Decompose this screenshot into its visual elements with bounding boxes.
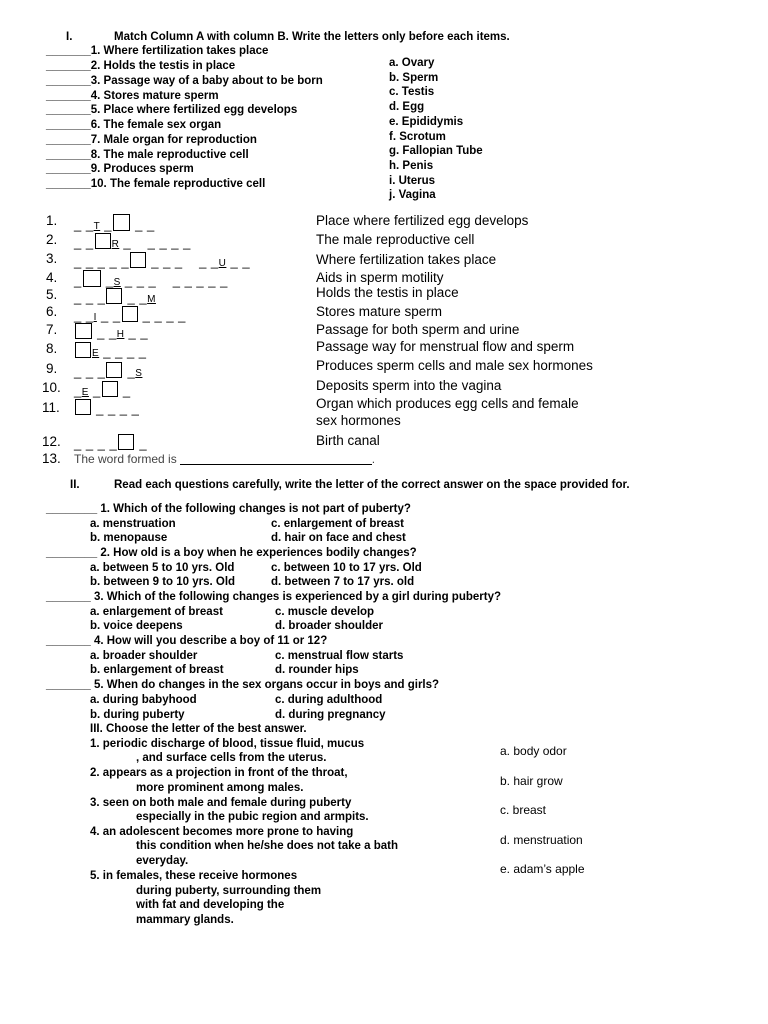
part3-item-2-cont: more prominent among males. (136, 782, 304, 794)
part2-question-5: _______ 5. When do changes in the sex organs occur in boys and girls? (46, 679, 440, 691)
column-b-item-b: b. Sperm (389, 72, 439, 84)
crossword-row-2: _ _ R _ _ _ _ _ (74, 235, 191, 250)
column-a-item-7: _______7. Male organ for reproduction (46, 134, 257, 146)
column-a-item-9: _______9. Produces sperm (46, 163, 194, 175)
answer-box[interactable] (95, 233, 111, 249)
column-b-item-a: a. Ovary (389, 57, 435, 69)
word-formed-row: The word formed is . (74, 452, 376, 466)
answer-box[interactable] (75, 399, 91, 415)
crossword-clue-12: Birth canal (316, 433, 380, 448)
q2-option-b[interactable]: b. between 9 to 10 yrs. Old (90, 576, 236, 588)
column-b-item-f: f. Scrotum (389, 131, 446, 143)
q5-option-b[interactable]: b. during puberty (90, 709, 185, 721)
q3-option-d[interactable]: d. broader shoulder (275, 620, 383, 632)
column-b-item-c: c. Testis (389, 86, 435, 98)
crossword-clue-5: Holds the testis in place (316, 285, 459, 300)
word-formed-label: The word formed is (74, 452, 177, 466)
q4-option-a[interactable]: a. broader shoulder (90, 650, 198, 662)
part3-item-1: 1. periodic discharge of blood, tissue fluid, mucus (90, 738, 365, 750)
crossword-clue-4: Aids in sperm motility (316, 270, 444, 285)
crossword-clue-11: Organ which produces egg cells and female (316, 396, 579, 411)
part3-item-4-cont: this condition when he/she does not take a bath (136, 840, 398, 852)
column-b-item-d: d. Egg (389, 101, 425, 113)
crossword-letter: R (111, 239, 120, 250)
crossword-row-1: _ _T _ _ _ (74, 214, 155, 232)
crossword-letter: T (93, 221, 101, 232)
q2-option-a[interactable]: a. between 5 to 10 yrs. Old (90, 562, 235, 574)
crossword-row-11: _ _ _ _ (74, 399, 139, 416)
q4-option-b[interactable]: b. enlargement of breast (90, 664, 224, 676)
part3-item-4: 4. an adolescent becomes more prone to having (90, 826, 354, 838)
crossword-row-3: _ _ _ _ _ _ _ _ _ _U _ _ (74, 254, 251, 269)
column-a-item-6: _______6. The female sex organ (46, 119, 222, 131)
part2-question-1: ________ 1. Which of the following changes is not part of puberty? (46, 503, 411, 515)
answer-box[interactable] (130, 252, 146, 268)
crossword-letter: E (92, 348, 100, 359)
crossword-letter: S (113, 277, 121, 288)
crossword-clue-11-cont: sex hormones (316, 413, 401, 428)
column-b-item-i: i. Uterus (389, 175, 436, 187)
column-b-item-j: j. Vagina (389, 189, 436, 201)
column-a-item-8: _______8. The male reproductive cell (46, 149, 249, 161)
crossword-letter: E (81, 387, 89, 398)
crossword-number-11: 11. (42, 400, 60, 415)
crossword-letter: H (116, 329, 125, 340)
q4-option-c[interactable]: c. menstrual flow starts (275, 650, 404, 662)
part3-item-4-cont2: everyday. (136, 855, 189, 867)
crossword-letter: U (218, 258, 227, 269)
crossword-number-7: 7. (46, 322, 58, 337)
crossword-number-9: 9. (46, 361, 58, 376)
crossword-row-12: _ _ _ _ _ (74, 436, 148, 451)
q1-option-a[interactable]: a. menstruation (90, 518, 176, 530)
part3-item-5-cont2: with fat and developing the (136, 899, 285, 911)
crossword-clue-7: Passage for both sperm and urine (316, 322, 520, 337)
q3-option-a[interactable]: a. enlargement of breast (90, 606, 223, 618)
crossword-number-3: 3. (46, 251, 58, 266)
crossword-clue-1: Place where fertilized egg develops (316, 213, 529, 228)
crossword-clue-10: Deposits sperm into the vagina (316, 378, 502, 393)
part3-choice-b: b. hair grow (500, 774, 563, 788)
crossword-number-5: 5. (46, 287, 58, 302)
part2-question-4: _______ 4. How will you describe a boy of 11 or 12? (46, 635, 328, 647)
part2-instruction: Read each questions carefully, write the letter of the correct answer on the space provided for. (114, 479, 630, 491)
column-a-item-1: _______1. Where fertilization takes place (46, 45, 269, 57)
part3-choice-e: e. adam’s apple (500, 862, 585, 876)
part3-choice-c: c. breast (500, 803, 547, 817)
crossword-row-10: _E _ _ (74, 383, 131, 398)
q5-option-a[interactable]: a. during babyhood (90, 694, 197, 706)
crossword-letter: M (147, 294, 156, 305)
answer-box[interactable] (102, 381, 118, 397)
part3-item-3-cont: especially in the pubic region and armpits. (136, 811, 369, 823)
part3-choice-a: a. body odor (500, 744, 567, 758)
crossword-row-6: _ _I _ _ _ _ _ _ (74, 308, 186, 323)
part3-choice-d: d. menstruation (500, 833, 583, 847)
crossword-clue-2: The male reproductive cell (316, 232, 475, 247)
q2-option-c[interactable]: c. between 10 to 17 yrs. Old (271, 562, 422, 574)
answer-box[interactable] (106, 362, 122, 378)
column-a-item-10: _______10. The female reproductive cell (46, 178, 266, 190)
answer-box[interactable] (83, 270, 101, 287)
q3-option-c[interactable]: c. muscle develop (275, 606, 375, 618)
part2-question-3: _______ 3. Which of the following changes is experienced by a girl during puberty? (46, 591, 501, 603)
word-formed-blank[interactable] (180, 464, 372, 465)
crossword-row-8: E _ _ _ _ (74, 342, 147, 359)
crossword-clue-9: Produces sperm cells and male sex hormones (316, 358, 593, 373)
part3-item-5: 5. in females, these receive hormones (90, 870, 298, 882)
crossword-row-4: _ _S _ _ _ _ _ _ _ _ (74, 270, 228, 288)
crossword-number-13: 13. (42, 451, 61, 466)
answer-box[interactable] (75, 323, 92, 339)
answer-box[interactable] (118, 434, 134, 450)
answer-box[interactable] (106, 288, 122, 304)
crossword-number-6: 6. (46, 304, 58, 319)
column-a-item-3: _______3. Passage way of a baby about to be born (46, 75, 323, 87)
q1-option-d[interactable]: d. hair on face and chest (271, 532, 406, 544)
column-a-item-2: _______2. Holds the testis in place (46, 60, 236, 72)
crossword-clue-6: Stores mature sperm (316, 304, 443, 319)
answer-box[interactable] (113, 214, 130, 231)
q5-option-c[interactable]: c. during adulthood (275, 694, 383, 706)
q3-option-b[interactable]: b. voice deepens (90, 620, 183, 632)
part1-numeral: I. (66, 31, 73, 43)
q4-option-d[interactable]: d. rounder hips (275, 664, 359, 676)
column-b-item-e: e. Epididymis (389, 116, 464, 128)
answer-box[interactable] (75, 342, 91, 358)
crossword-clue-8: Passage way for menstrual flow and sperm (316, 339, 575, 354)
part2-numeral: II. (70, 479, 80, 491)
part1-instruction: Match Column A with column B. Write the letters only before each items. (114, 31, 510, 43)
part3-item-3: 3. seen on both male and female during puberty (90, 797, 352, 809)
q5-option-d[interactable]: d. during pregnancy (275, 709, 386, 721)
answer-box[interactable] (122, 306, 138, 322)
column-a-item-5: _______5. Place where fertilized egg develops (46, 104, 298, 116)
crossword-row-5: _ _ _ _ _M (74, 290, 156, 305)
crossword-letter: I (93, 312, 97, 323)
part2-question-2: ________ 2. How old is a boy when he experiences bodily changes? (46, 547, 417, 559)
crossword-number-10: 10. (42, 380, 61, 395)
part3-item-5-cont: during puberty, surrounding them (136, 885, 322, 897)
part3-item-5-cont3: mammary glands. (136, 914, 234, 926)
column-a-item-4: _______4. Stores mature sperm (46, 90, 219, 102)
crossword-number-8: 8. (46, 341, 58, 356)
q2-option-d[interactable]: d. between 7 to 17 yrs. old (271, 576, 415, 588)
column-b-item-h: h. Penis (389, 160, 434, 172)
crossword-number-2: 2. (46, 232, 58, 247)
crossword-number-12: 12. (42, 434, 61, 449)
crossword-clue-3: Where fertilization takes place (316, 252, 497, 267)
q1-option-c[interactable]: c. enlargement of breast (271, 518, 404, 530)
q1-option-b[interactable]: b. menopause (90, 532, 168, 544)
part3-item-1-cont: , and surface cells from the uterus. (136, 752, 327, 764)
column-b-item-g: g. Fallopian Tube (389, 145, 483, 157)
crossword-row-9: _ _ _ _S (74, 364, 143, 379)
crossword-number-1: 1. (46, 213, 58, 228)
crossword-row-7: _ _H _ _ (74, 323, 148, 340)
crossword-letter: S (135, 368, 143, 379)
part3-item-2: 2. appears as a projection in front of the throat, (90, 767, 348, 779)
crossword-number-4: 4. (46, 270, 58, 285)
part3-instruction: III. Choose the letter of the best answer. (90, 723, 307, 735)
